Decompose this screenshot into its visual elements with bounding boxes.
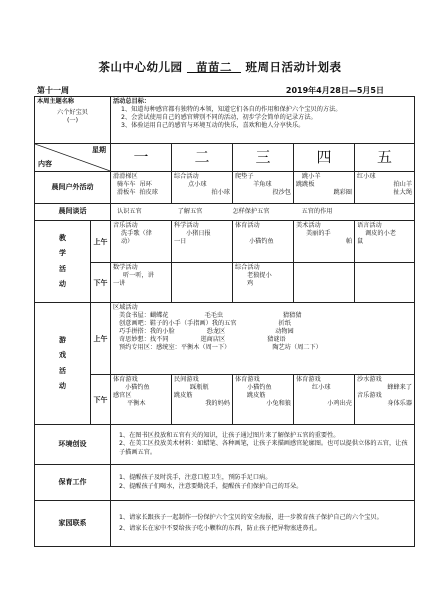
- morning-cell: 红小球 拍山羊 扯大绳: [355, 172, 415, 204]
- teaching-cell: 体育活动 小猫钓鱼: [233, 221, 294, 263]
- morning-cell: 爬垫子 羊角球 投沙包: [233, 172, 294, 204]
- day-tue: 二: [172, 144, 233, 172]
- goals-cell: 活动总目标： 1、知道每种感官都有独特的本领，知道它们各自的作用和保护六个宝贝的方法。 2、会尝试使用自己的感官辨别不同的活动，初步学会简单的记录方法。 3、体验运用自己的感官与环境互动的快乐，喜欢和他人分享快乐。: [111, 97, 415, 144]
- days-header-row: [35, 144, 415, 172]
- day-mon: 一: [111, 144, 172, 172]
- day-fri: 五: [355, 144, 415, 172]
- family-cell: 1、请家长跟孩子一起制作一份保护六个宝贝的安全海报，进一步教育孩子保护自己的六个宝贝。 2、请家长在家中不要给孩子吃小颗粒的东西，防止孩子把异物塞进鼻孔。: [111, 501, 415, 547]
- area-activity-cell: 区域活动 美食书屋：蝴蝶花 毛毛虫 猜猜猜 创意画吧：鞋子的小手（手指画）我的五官 折纸 巧手拼搭：我的小脸 恐龙区 动物园 奇思妙想：找不同 逛商店区 猜谜语 预约专用区：感统室：平衡木（周一下） 陶艺坊（周二下）: [111, 303, 415, 375]
- teaching-cell: 科学活动 小猪日报 一日: [172, 221, 233, 263]
- morning-cell: 跳小羊 跳跳板 跳彩圈: [294, 172, 355, 204]
- environment-row: [35, 425, 415, 465]
- weekly-plan-table: [34, 96, 415, 547]
- morning-talk-row: [35, 204, 415, 221]
- teaching-cell: 音乐活动 洗手歌（律 动）: [111, 221, 172, 263]
- teaching-cell: 综合活动 老狼捉小 鸡: [233, 263, 294, 303]
- talk-item: 怎样保护五官: [232, 207, 270, 215]
- day-wed: 三: [233, 144, 294, 172]
- teaching-cell: 语言活动 调皮的小老 鼠: [355, 221, 415, 263]
- teaching-pm-label: 下午: [91, 263, 111, 303]
- environment-cell: 1、在图书区投放和五官有关的知识，让孩子通过图片来了解保护五官的重要性。 2、在美工区投放美术材料：如蜡笔、各种画笔，让孩子来描画感官轮廓图。也可以提供立体的五官，让孩子描画五官。: [111, 425, 415, 465]
- morning-outdoor-row: [35, 172, 415, 204]
- teaching-pm-row: [35, 263, 415, 303]
- family-row: [35, 501, 415, 547]
- teaching-cell: [172, 263, 233, 303]
- family-label: 家园联系: [35, 501, 111, 547]
- teaching-am-row: [35, 221, 415, 263]
- morning-outdoor-label: 晨间户外活动: [35, 172, 111, 204]
- theme-cell: 本周主题名称 六个好宝贝 (一): [35, 97, 111, 144]
- game-cell: 体育游戏 红小球 小鸡出壳: [294, 375, 355, 425]
- talk-item: 了解五官: [177, 207, 203, 215]
- games-am-label: 上午: [91, 303, 111, 375]
- environment-label: 环境创设: [35, 425, 111, 465]
- care-row: [35, 465, 415, 501]
- talk-item: 五官的作用: [301, 207, 333, 215]
- diagonal-header-cell: 星期 内容: [35, 144, 111, 172]
- plan-title: 班周日活动计划表: [245, 60, 342, 74]
- talk-item: 认识五官: [117, 207, 142, 215]
- goals-row: [35, 97, 415, 144]
- class-name: 苗苗二: [196, 60, 232, 74]
- games-pm-row: [35, 375, 415, 425]
- care-cell: 1、提醒孩子及时洗手，注意口腔卫生，预防手足口病。 2、提醒孩子们喝水，注意要勤洗手，提醒孩子们保护自己的耳朵。: [111, 465, 415, 501]
- game-cell: 沙水游戏 蜂蜂来了 音乐游戏 身体乐器: [355, 375, 415, 425]
- week-label: 第十一周: [37, 86, 69, 95]
- teaching-cell: 美术活动 美丽的手 帕: [294, 221, 355, 263]
- morning-cell: 综合活动 点小球 拍小球: [172, 172, 233, 204]
- teaching-am-label: 上午: [91, 221, 111, 263]
- morning-cell: 滑滑梯区 骑车车 吊环 滑板车 拍皮球: [111, 172, 172, 204]
- page-title: [0, 59, 440, 75]
- day-thu: 四: [294, 144, 355, 172]
- care-label: 保育工作: [35, 465, 111, 501]
- teaching-cell: [355, 263, 415, 303]
- morning-talk-label: 晨间谈话: [35, 204, 111, 221]
- games-pm-label: 下午: [91, 375, 111, 425]
- teaching-cell: 数学活动 听一听，讲 一讲: [111, 263, 172, 303]
- date-range: 2019年4月28日—5月5日: [285, 86, 384, 95]
- game-cell: 体育游戏 小猫钓鱼 感官区 平衡木: [111, 375, 172, 425]
- morning-talk-cell: [111, 204, 415, 221]
- school-name: 茶山中心幼儿园: [98, 60, 183, 74]
- games-am-row: [35, 303, 415, 375]
- teaching-label: 教 学 活 动: [35, 221, 91, 303]
- game-cell: 民间游戏 踩瓶瓶 跳皮筋 我的妈妈: [172, 375, 233, 425]
- games-label: 游 戏 活 动: [35, 303, 91, 425]
- game-cell: 体育游戏 小猫钓鱼 跳皮筋 小兔和狼: [233, 375, 294, 425]
- teaching-cell: [294, 263, 355, 303]
